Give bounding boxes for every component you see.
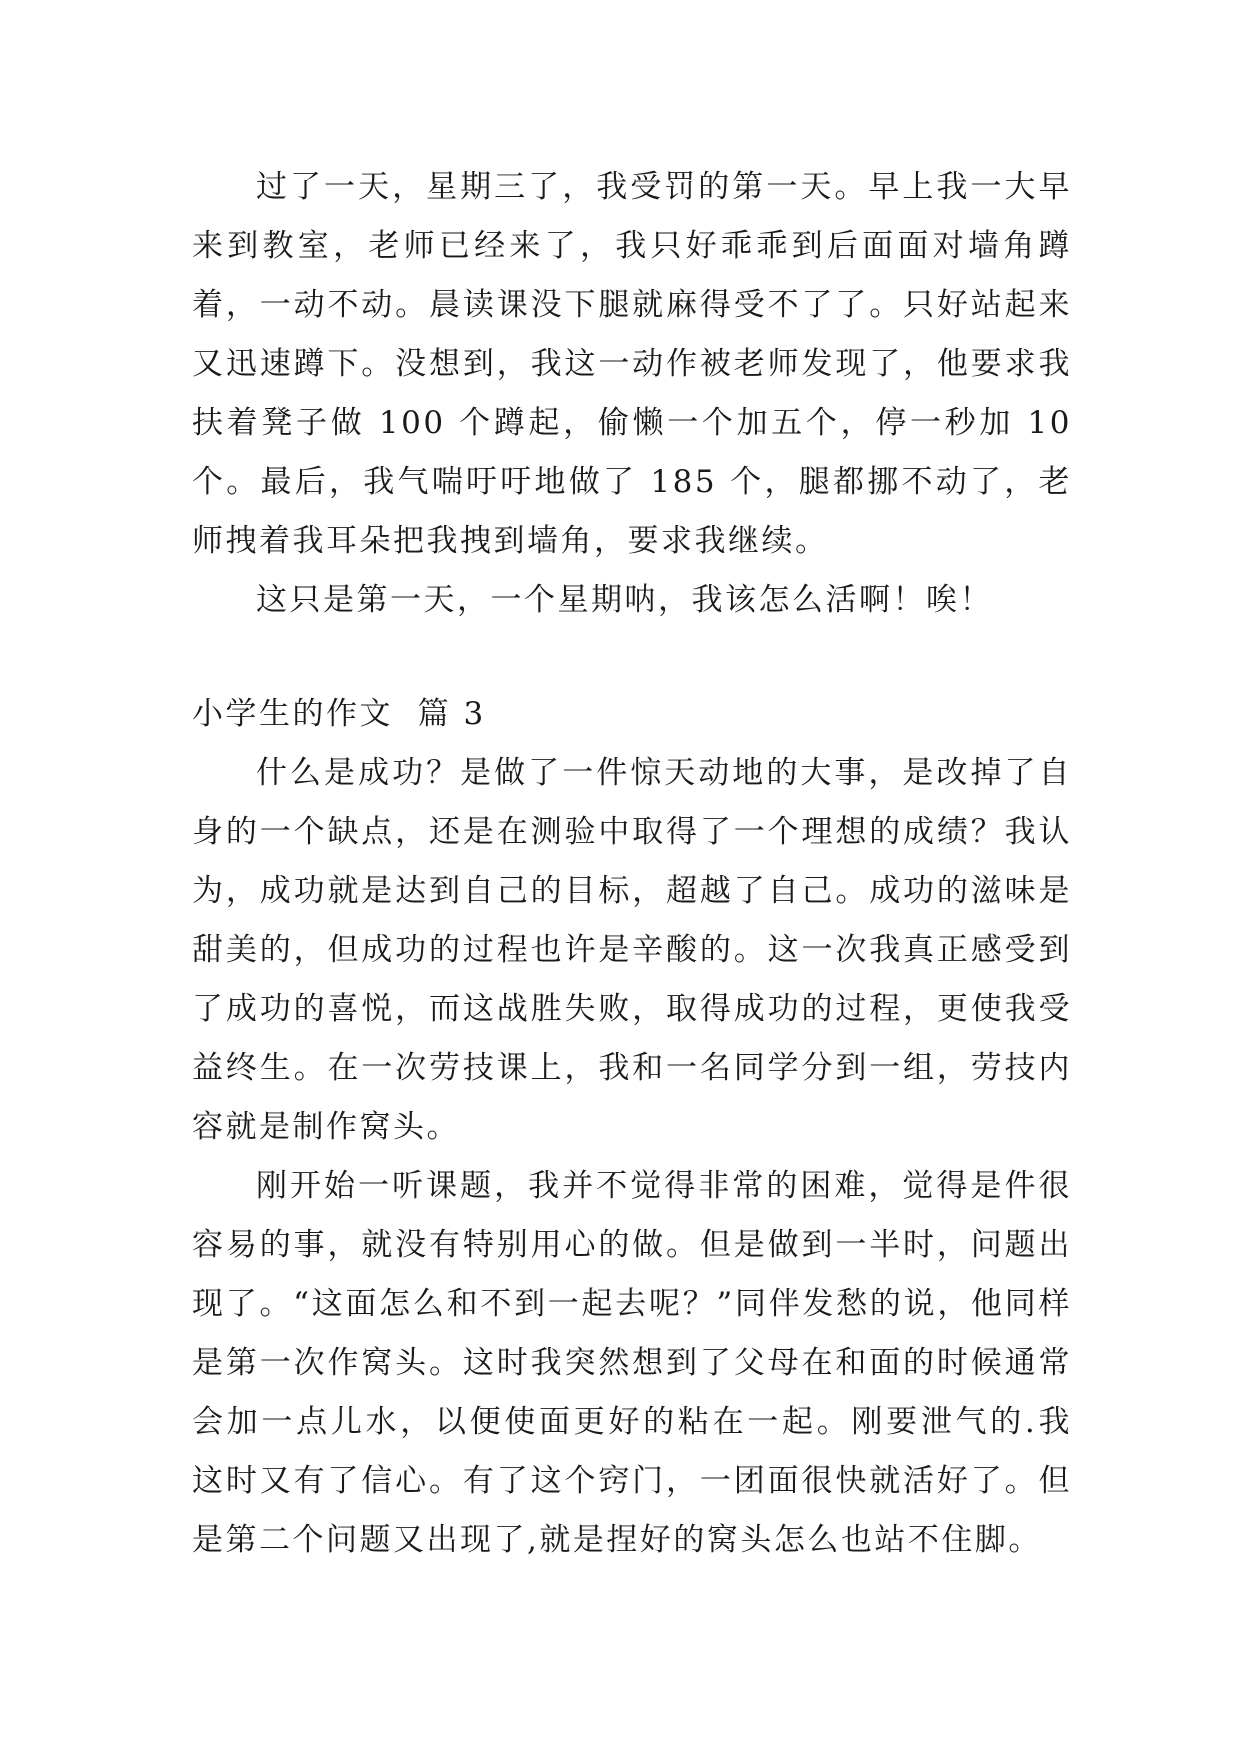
paragraph-making-wotou: 刚开始一听课题，我并不觉得非常的困难，觉得是件很容易的事，就没有特别用心的做。但是做到一半时，问题出现了。“这面怎么和不到一起去呢？”同伴发愁的说，他同样是第一次作窝头。这时我突然想到了父母在和面的时候通常会加一点儿水，以便使面更好的粘在一起。刚要泄气的.我这时又有了信心。有了这个窍门，一团面很快就活好了。但是第二个问题又出现了,就是捏好的窝头怎么也站不住脚。 xyxy=(192,1168,1072,1558)
paragraph-what-is-success: 什么是成功？是做了一件惊天动地的大事，是改掉了自身的一个缺点，还是在测验中取得了一个理想的成绩？我认为，成功就是达到自己的目标，超越了自己。成功的滋味是甜美的，但成功的过程也许是辛酸的。这一次我真正感受到了成功的喜悦，而这战胜失败，取得成功的过程，更使我受益终生。在一次劳技课上，我和一名同学分到一组，劳技内容就是制作窝头。 xyxy=(192,755,1072,1145)
document-body xyxy=(192,158,1072,1570)
section-heading: 小学生的作文 篇 3 xyxy=(192,696,486,732)
paragraph-punishment-day-one: 过了一天，星期三了，我受罚的第一天。早上我一大早来到教室，老师已经来了，我只好乖乖到后面面对墙角蹲着，一动不动。晨读课没下腿就麻得受不了了。只好站起来又迅速蹲下。没想到，我这一动作被老师发现了，他要求我扶着凳子做 100 个蹲起，偷懒一个加五个，停一秒加 10 个。最后，我气喘吁吁地做了 185 个，腿都挪不动了，老师拽着我耳朵把我拽到墙角，要求我继续。 xyxy=(192,169,1072,559)
section-spacer xyxy=(192,630,1072,685)
paragraph-first-day-lament: 这只是第一天，一个星期呐，我该怎么活啊！唉！ xyxy=(256,582,993,618)
